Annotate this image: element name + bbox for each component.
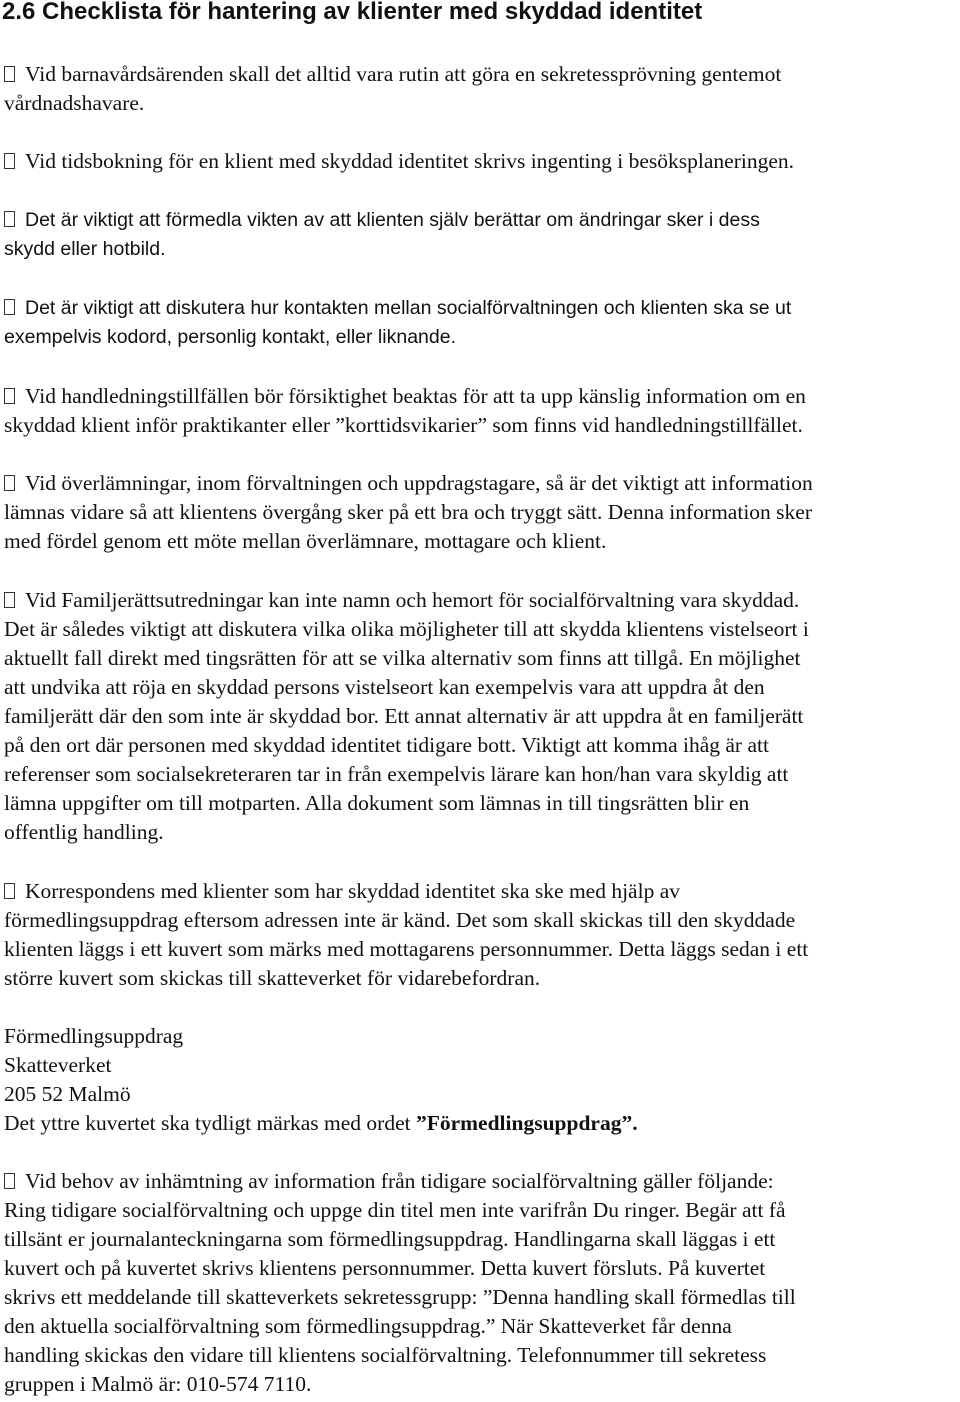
item-line: Det är således viktigt att diskutera vilka olika möjligheter till att skydda klientens vistelseort i — [4, 617, 809, 641]
checklist-item-2 — [4, 147, 960, 176]
checklist-item-3 — [4, 206, 960, 264]
envelope-marking-text: Det yttre kuvertet ska tydligt märkas med ordet — [4, 1111, 416, 1135]
item-line: skyddad klient inför praktikanter eller ”korttidsvikarier” som finns vid handledningstillfället. — [4, 413, 803, 437]
item-line: referenser som socialsekreteraren tar in från exempelvis lärare kan hon/han vara skyldig att — [4, 762, 789, 786]
address-line-postal: 205 52 Malmö — [4, 1082, 131, 1106]
item-line: Vid behov av inhämtning av information från tidigare socialförvaltning gäller följande: — [25, 1169, 774, 1193]
address-line-recipient: Förmedlingsuppdrag — [4, 1024, 184, 1048]
item-line: vårdnadshavare. — [4, 91, 145, 115]
item-line: med fördel genom ett möte mellan överlämnare, mottagare och klient. — [4, 529, 607, 553]
item-line: tillsänt er journalanteckningarna som förmedlingsuppdrag. Handlingarna skall läggas i ett — [4, 1227, 776, 1251]
item-line: gruppen i Malmö är: 010-574 7110. — [4, 1372, 312, 1396]
item-line: familjerätt där den som inte är skyddad bor. Ett annat alternativ är att uppdra åt en familjerätt — [4, 704, 804, 728]
item-line: att undvika att röja en skyddad persons vistelseort kan exempelvis vara att uppdra åt den — [4, 675, 765, 699]
checkbox-icon — [4, 592, 15, 608]
item-line: förmedlingsuppdrag eftersom adressen inte är känd. Det som skall skickas till den skyddade — [4, 908, 796, 932]
item-line: den aktuella socialförvaltning som förmedlingsuppdrag.” När Skatteverket får denna — [4, 1314, 732, 1338]
item-line: Vid handledningstillfällen bör försiktighet beaktas för att ta upp känslig information om en — [25, 384, 806, 408]
item-line: Vid barnavårdsärenden skall det alltid vara rutin att göra en sekretessprövning gentemot — [25, 62, 782, 86]
checklist-item-9 — [4, 1167, 960, 1399]
item-line: klienten läggs i ett kuvert som märks med mottagarens personnummer. Detta läggs sedan i ett — [4, 937, 809, 961]
checklist-item-7 — [4, 586, 960, 847]
envelope-marking-word: ”Förmedlingsuppdrag”. — [415, 1111, 638, 1135]
address-block — [4, 1022, 960, 1138]
item-line: Vid tidsbokning för en klient med skyddad identitet skrivs ingenting i besöksplaneringen. — [25, 149, 795, 173]
item-line: lämna uppgifter om till motparten. Alla dokument som lämnas in till tingsrätten blir en — [4, 791, 750, 815]
item-line: Vid överlämningar, inom förvaltningen och uppdragstagare, så är det viktigt att information — [25, 471, 813, 495]
item-line: exempelvis kodord, personlig kontakt, eller liknande. — [4, 326, 456, 348]
section-heading: 2.6 Checklista för hantering av klienter med skyddad identitet — [2, 0, 703, 25]
item-line: Det är viktigt att diskutera hur kontakten mellan socialförvaltningen och klienten ska se ut — [25, 297, 792, 319]
item-line: skrivs ett meddelande till skatteverkets sekretessgrupp: ”Denna handling skall förmedlas till — [4, 1285, 796, 1309]
item-line: större kuvert som skickas till skatteverket för vidarebefordran. — [4, 966, 541, 990]
checklist-item-5 — [4, 382, 960, 440]
checklist-item-8 — [4, 877, 960, 993]
checkbox-icon — [4, 475, 15, 491]
item-line: på den ort där personen med skyddad identitet tidigare bott. Viktigt att komma ihåg är att — [4, 733, 769, 757]
item-line: Det är viktigt att förmedla vikten av att klienten själv berättar om ändringar sker i dess — [25, 209, 760, 231]
item-line: Korrespondens med klienter som har skyddad identitet ska ske med hjälp av — [25, 879, 680, 903]
item-line: Vid Familjerättsutredningar kan inte namn och hemort för socialförvaltning vara skyddad. — [25, 588, 800, 612]
item-line: handling skickas den vidare till klientens socialförvaltning. Telefonnummer till sekretess — [4, 1343, 767, 1367]
checkbox-icon — [4, 1173, 15, 1189]
checkbox-icon — [4, 153, 15, 169]
checklist-item-1 — [4, 60, 960, 118]
checkbox-icon — [4, 883, 15, 899]
item-line: lämnas vidare så att klientens övergång sker på ett bra och tryggt sätt. Denna information sker — [4, 500, 812, 524]
address-line-agency: Skatteverket — [4, 1053, 112, 1077]
item-line: offentlig handling. — [4, 820, 164, 844]
checklist-item-6 — [4, 469, 960, 556]
checkbox-icon — [4, 66, 15, 82]
item-line: kuvert och på kuvertet skrivs klientens personnummer. Detta kuvert försluts. På kuvertet — [4, 1256, 766, 1280]
checkbox-icon — [4, 388, 15, 404]
item-line: skydd eller hotbild. — [4, 238, 166, 260]
item-line: Ring tidigare socialförvaltning och uppge din titel men inte varifrån Du ringer. Begär att få — [4, 1198, 786, 1222]
item-line: aktuellt fall direkt med tingsrätten för att se vilka alternativ som finns att tillgå. En möjlighet — [4, 646, 801, 670]
checkbox-icon — [4, 211, 15, 227]
checkbox-icon — [4, 299, 15, 315]
checklist-item-4 — [4, 294, 960, 352]
